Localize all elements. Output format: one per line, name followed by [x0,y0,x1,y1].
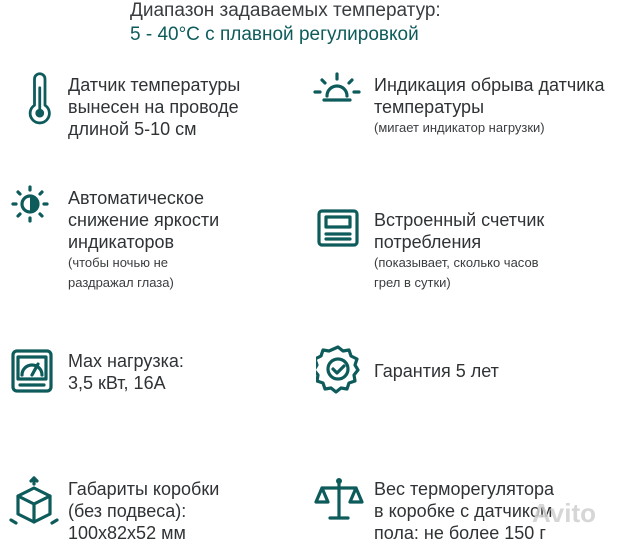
warranty-description: Гарантия 5 лет [374,361,499,381]
break-indication-description: Индикация обрыва датчика температуры (мигает индикатор нагрузки) [374,75,605,135]
header-range-value: 5 - 40°C с плавной регулировкой [130,24,419,45]
meter-description: Встроенный счетчик потребления (показывает, сколько часов грел в сутки) [374,210,545,290]
header-range-title: Диапазон задаваемых температур: [130,0,441,21]
dimensions-description: Габариты коробки (без подвеса): 100x82x52 мм [68,479,220,543]
scales-icon [314,476,364,524]
box-dimensions-icon [8,476,60,536]
sensor-description: Датчик температуры вынесен на проводе длиной 5-10 см [68,75,241,139]
max-load-description: Max нагрузка: 3,5 кВт, 16А [68,351,184,393]
counter-display-icon [316,208,360,248]
warranty-badge-icon [316,344,360,394]
gauge-icon [10,348,54,394]
brightness-description: Автоматическое снижение яркости индикаторов (чтобы ночью не раздражал глаза) [68,188,220,290]
brightness-icon [10,184,50,224]
thermometer-icon [14,72,62,128]
sun-indicator-icon [312,70,362,110]
avito-watermark: Avito [532,498,597,528]
weight-description: Вес терморегулятора в коробке с датчиком пола: не более 150 г [374,479,554,543]
